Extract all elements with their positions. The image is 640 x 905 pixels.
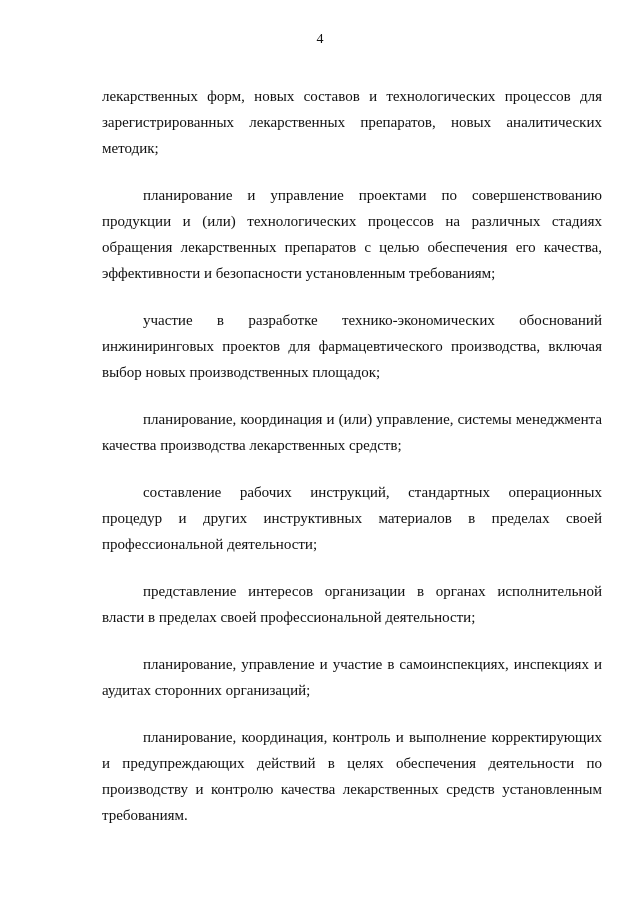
paragraph-inspections: планирование, управление и участие в самоинспекциях, инспекциях и аудитах сторонних организаций; bbox=[102, 657, 602, 699]
page-number: 4 bbox=[316, 32, 324, 47]
paragraph-project-planning: планирование и управление проектами по совершенствованию продукции и (или) технологических процессов на различных стадиях обращения лекарственных препаратов с целью обеспечения его качества, эффективности и безопасности установленным требованиям; bbox=[102, 188, 602, 282]
paragraph-corrective-actions: планирование, координация, контроль и выполнение корректирующих и предупреждающих действий в целях обеспечения деятельности по производству и контролю качества лекарственных средств установленным требованиям. bbox=[102, 730, 602, 824]
paragraph-continuation: лекарственных форм, новых составов и технологических процессов для зарегистрированных лекарственных препаратов, новых аналитических методик; bbox=[102, 89, 602, 157]
paragraph-feasibility-studies: участие в разработке технико-экономических обоснований инжиниринговых проектов для фармацевтического производства, включая выбор новых производственных площадок; bbox=[102, 313, 602, 381]
paragraph-quality-management: планирование, координация и (или) управление, системы менеджмента качества производства лекарственных средств; bbox=[102, 412, 602, 454]
paragraph-representation: представление интересов организации в органах исполнительной власти в пределах своей профессиональной деятельности; bbox=[102, 584, 602, 626]
document-body bbox=[102, 84, 602, 850]
paragraph-work-instructions: составление рабочих инструкций, стандартных операционных процедур и других инструктивных материалов в пределах своей профессиональной деятельности; bbox=[102, 485, 602, 553]
